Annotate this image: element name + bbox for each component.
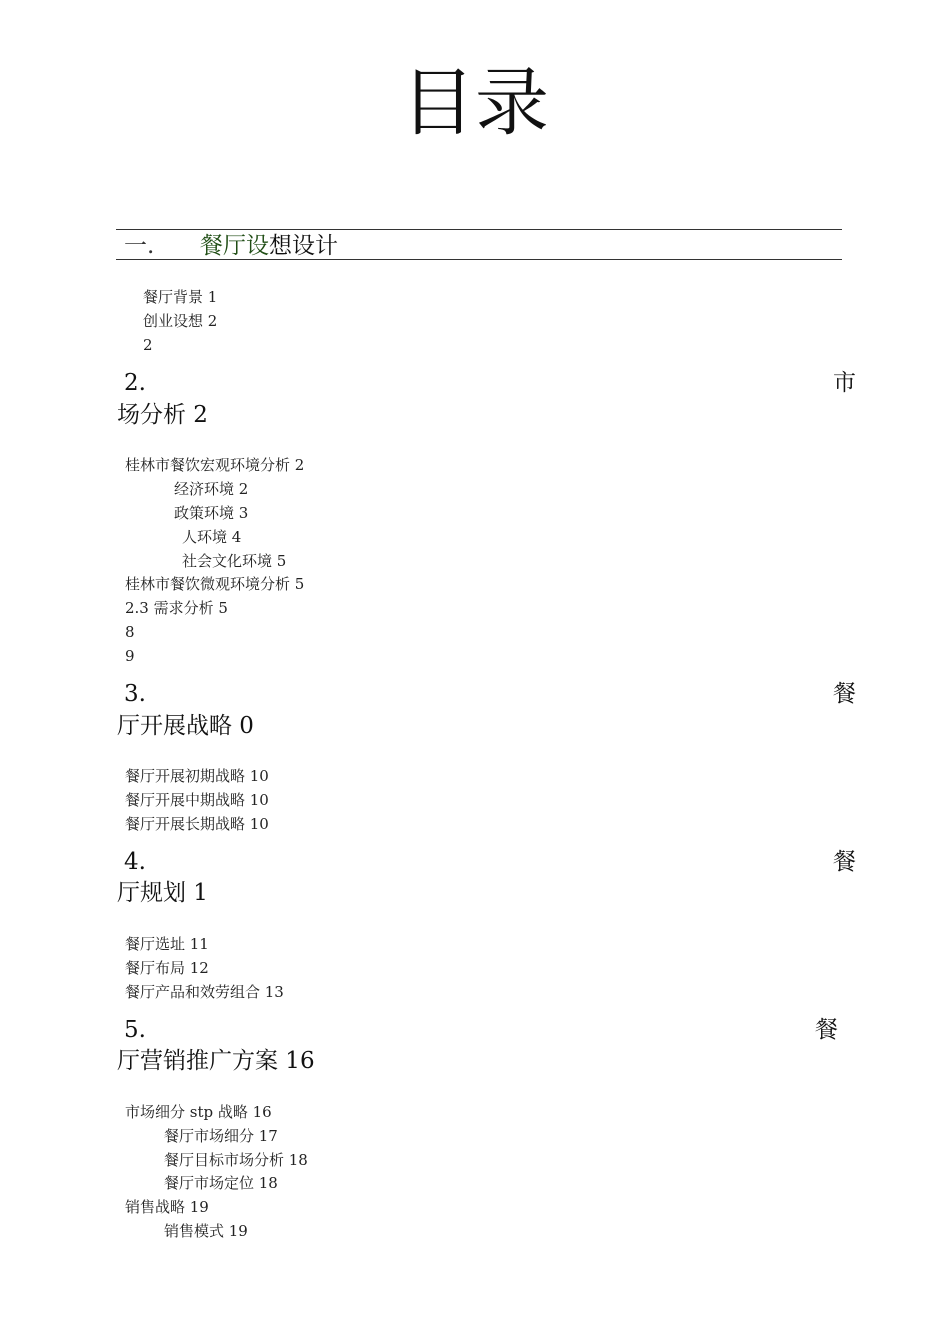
toc-entry[interactable]: 餐厅开展长期战略 10 <box>125 815 269 833</box>
chapter-5-title-start: 餐 <box>815 1017 838 1043</box>
chapter-4-title[interactable]: 厅规划 1 <box>117 880 208 906</box>
toc-entry[interactable]: 2 <box>143 336 153 354</box>
toc-entry[interactable]: 餐厅开展中期战略 10 <box>125 791 269 809</box>
chapter-3-title-start: 餐 <box>833 681 856 707</box>
toc-entry[interactable]: 餐厅选址 11 <box>125 935 209 953</box>
toc-entry[interactable]: 创业设想 2 <box>143 312 218 330</box>
chapter-1-title-rest: 想设计 <box>269 233 338 259</box>
toc-entry[interactable]: 销售战略 19 <box>125 1198 209 1216</box>
toc-entry[interactable]: 人环境 4 <box>182 528 242 546</box>
toc-entry[interactable]: 9 <box>125 647 135 665</box>
chapter-5-number: 5. <box>124 1017 146 1043</box>
chapter-4-title-start: 餐 <box>833 849 856 875</box>
chapter-4-number: 4. <box>124 849 146 875</box>
toc-entry[interactable]: 市场细分 stp 战略 16 <box>125 1103 272 1121</box>
toc-entry[interactable]: 桂林市餐饮宏观环境分析 2 <box>125 456 305 474</box>
chapter-2-number: 2. <box>124 370 146 396</box>
toc-entry[interactable]: 经济环境 2 <box>174 480 249 498</box>
toc-entry[interactable]: 餐厅背景 1 <box>143 288 218 306</box>
chapter-1-title[interactable] <box>200 230 338 262</box>
toc-entry[interactable]: 餐厅产品和效劳组合 13 <box>125 983 284 1001</box>
toc-entry[interactable]: 餐厅目标市场分析 18 <box>164 1151 308 1169</box>
toc-entry[interactable]: 2.3 需求分析 5 <box>125 599 228 617</box>
chapter-3-number: 3. <box>124 681 146 707</box>
chapter-2-title-start: 市 <box>833 370 856 396</box>
chapter-1-title-green: 餐厅设 <box>200 233 269 259</box>
chapter-5-title[interactable]: 厅营销推广方案 16 <box>117 1048 315 1074</box>
toc-entry[interactable]: 桂林市餐饮微观环境分析 5 <box>125 575 305 593</box>
toc-entry[interactable]: 销售模式 19 <box>164 1222 248 1240</box>
toc-entry[interactable]: 餐厅开展初期战略 10 <box>125 767 269 785</box>
toc-entry[interactable]: 社会文化环境 5 <box>182 552 287 570</box>
toc-entry[interactable]: 餐厅布局 12 <box>125 959 209 977</box>
toc-entry[interactable]: 政策环境 3 <box>174 504 249 522</box>
chapter-3-title[interactable]: 厅开展战略 0 <box>117 713 254 739</box>
chapter-2-title[interactable]: 场分析 2 <box>117 402 208 428</box>
page-title: 目录 <box>401 60 549 146</box>
toc-entry[interactable]: 8 <box>125 623 135 641</box>
toc-entry[interactable]: 餐厅市场细分 17 <box>164 1127 278 1145</box>
toc-entry[interactable]: 餐厅市场定位 18 <box>164 1174 278 1192</box>
chapter-1-number: 一. <box>124 233 155 259</box>
chapter-1-bottom-rule <box>116 259 842 260</box>
